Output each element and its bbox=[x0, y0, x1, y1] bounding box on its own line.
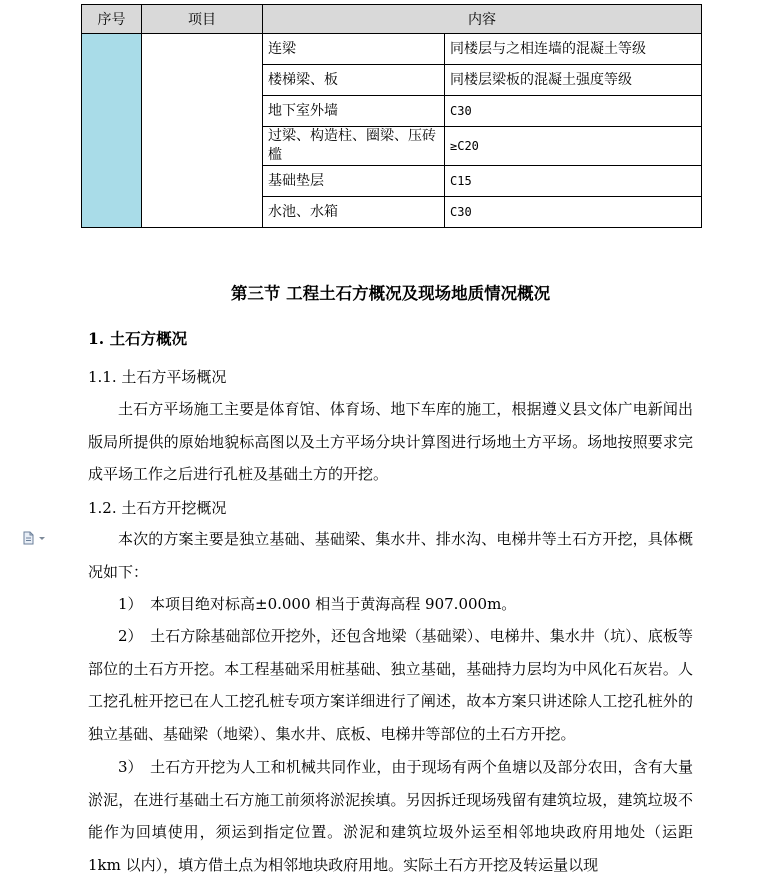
item-text: 土石方开挖为人工和机械共同作业，由于现场有两个鱼塘以及部分农田，含有大量淤泥，在进行基础土石方施工前须将淤泥挨填。另因拆迁现场残留有建筑垃圾，建筑垃圾不能作为回填使用，须运到指定位置。淤泥和建筑垃圾外运至相邻地块政府用地处（运距 1km 以内），填方借土点为相邻地块政府用地。实际土石方开挖及转运量以现 bbox=[88, 758, 693, 874]
paragraph-leveling: 土石方平场施工主要是体育馆、体育场、地下车库的施工，根据遵义县文体广电新闻出版局所提供的原始地貌标高图以及土方平场分块计算图进行场地土方平场。场地按照要求完成平场工作之后进行孔桩及基础土方的开挖。 bbox=[88, 400, 693, 483]
item-text: 土石方除基础部位开挖外，还包含地梁（基础梁）、电梯井、集水井（坑）、底板等部位的土石方开挖。本工程基础采用桩基础、独立基础，基础持力层均为中风化石灰岩。人工挖孔桩开挖已在人工挖孔桩专项方案详细进行了阐述，故本方案只讲述除人工挖孔桩外的独立基础、基础梁（地梁）、集水井、底板、电梯井等部位的土石方开挖。 bbox=[88, 627, 693, 743]
item-number: 1） bbox=[118, 595, 143, 613]
row-item: 基础垫层 bbox=[263, 166, 445, 197]
header-content: 内容 bbox=[263, 5, 702, 34]
row-item: 地下室外墙 bbox=[263, 96, 445, 127]
row-item: 连梁 bbox=[263, 34, 445, 65]
item-text: 本项目绝对标高±0.000 相当于黄海高程 907.000m。 bbox=[150, 595, 517, 613]
heading-earthwork: 1. 土石方概况 bbox=[88, 329, 188, 348]
table-row bbox=[82, 34, 702, 65]
subheading-excavation: 1.2. 土石方开挖概况 bbox=[88, 499, 227, 517]
header-index: 序号 bbox=[82, 5, 142, 34]
row-content: C15 bbox=[445, 166, 702, 197]
row-item: 楼梯梁、板 bbox=[263, 65, 445, 96]
concrete-grade-table bbox=[81, 4, 702, 228]
row-content: 同楼层梁板的混凝土强度等级 bbox=[445, 65, 702, 96]
subheading-leveling: 1.1. 土石方平场概况 bbox=[88, 368, 227, 386]
document-icon[interactable] bbox=[22, 531, 50, 545]
table-header-row bbox=[82, 5, 702, 34]
header-item: 项目 bbox=[142, 5, 263, 34]
list-item bbox=[88, 751, 693, 881]
item-number: 2） bbox=[118, 627, 143, 645]
list-item bbox=[88, 588, 693, 621]
row-content: C30 bbox=[445, 96, 702, 127]
item-cell bbox=[142, 34, 263, 228]
list-item bbox=[88, 620, 693, 750]
section-title: 第三节 工程土石方概况及现场地质情况概况 bbox=[230, 284, 551, 303]
row-item: 过梁、构造柱、圈梁、压砖槛 bbox=[263, 127, 445, 166]
row-content: 同楼层与之相连墙的混凝土等级 bbox=[445, 34, 702, 65]
row-item: 水池、水箱 bbox=[263, 197, 445, 228]
paragraph-excavation: 本次的方案主要是独立基础、基础梁、集水井、排水沟、电梯井等土石方开挖，具体概况如下： bbox=[88, 530, 693, 581]
row-content: C30 bbox=[445, 197, 702, 228]
index-cell bbox=[82, 34, 142, 228]
row-content: ≥C20 bbox=[445, 127, 702, 166]
item-number: 3） bbox=[118, 758, 143, 776]
